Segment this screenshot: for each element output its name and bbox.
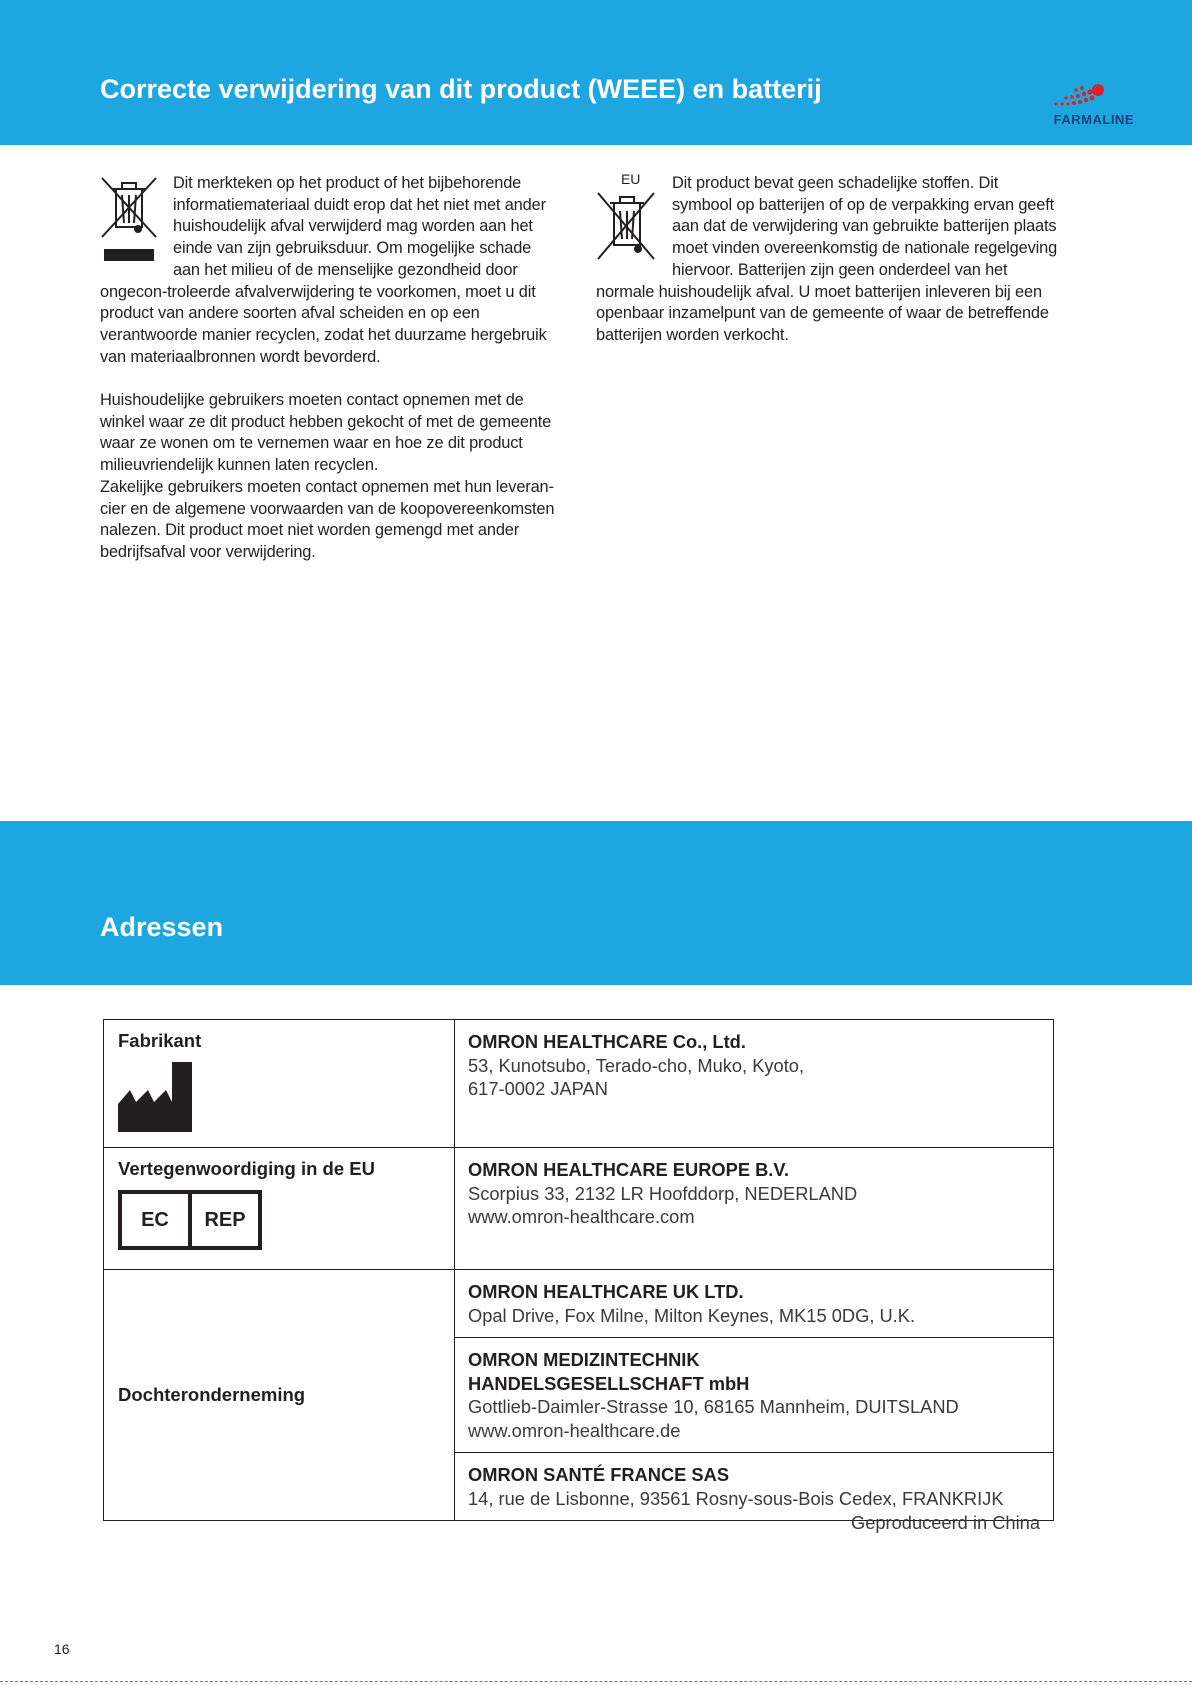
subsidiary-de xyxy=(455,1338,1054,1453)
page-title: Correcte verwijdering van dit product (WEEE) en batterij xyxy=(100,74,822,104)
subsidiary-fr xyxy=(455,1453,1054,1521)
addresses-title: Adressen xyxy=(100,912,224,942)
ec-rep-symbol xyxy=(118,1190,262,1250)
header-band xyxy=(0,0,1192,145)
crossed-bin-icon xyxy=(100,175,160,267)
manufacturer-company: OMRON HEALTHCARE Co., Ltd. xyxy=(468,1031,746,1052)
battery-bin-symbol xyxy=(596,169,660,261)
eu-rep-line1: Scorpius 33, 2132 LR Hoofddorp, NEDERLAND xyxy=(468,1182,858,1204)
addresses-band xyxy=(0,821,1192,985)
page-bottom-rule xyxy=(0,1681,1192,1682)
eu-rep-line2: www.omron-healthcare.com xyxy=(468,1206,695,1227)
subsidiary-uk-company: OMRON HEALTHCARE UK LTD. xyxy=(468,1281,744,1302)
subsidiary-de-company: OMRON MEDIZINTECHNIK xyxy=(468,1349,700,1370)
weee-paragraph-1: Dit merkteken op het product of het bijbehorende informatiemateriaal duidt erop dat het niet met ander huishoudelijk afval verwijderd mag worden aan het einde van zijn gebruiksduur. Om mogelijke schade aan het milieu of de menselijke gezondheid door ongecon-troleerde afvalverwijdering te voorkomen, moet u dit product van andere soorten afval scheiden en op een verantwoorde manier recyclen, zodat het duurzame hergebruik van materiaalbronnen wordt bevorderd. xyxy=(100,174,547,366)
logo-text: FARMALINE xyxy=(1053,112,1134,127)
manufacturer-line2: 617-0002 JAPAN xyxy=(468,1078,608,1099)
subsidiary-label: Dochteronderneming xyxy=(118,1384,306,1405)
logo-dots-icon xyxy=(1046,82,1134,110)
manufacturer-address xyxy=(455,1020,1054,1148)
subsidiary-cell xyxy=(104,1270,455,1521)
subsidiary-fr-line1: 14, rue de Lisbonne, 93561 Rosny-sous-Bois Cedex, FRANKRIJK xyxy=(468,1487,1004,1509)
battery-paragraph: Dit product bevat geen schadelijke stoffen. Dit symbool op batterijen of op de verpakking ervan geeft aan dat de verwijdering van gebruikte batterijen plaats moet vinden overeenkomstig de nationale regelgeving hiervoor. Batterijen zijn geen onderdeel van het normale huishoudelijk afval. U moet batterijen inleveren bij een openbaar inzamelpunt van de gemeente of waar de betreffende batterijen worden verkocht. xyxy=(596,174,1058,344)
factory-icon xyxy=(118,1062,192,1132)
weee-paragraph-2: Huishoudelijke gebruikers moeten contact opnemen met de winkel waar ze dit product hebben gekocht of met de gemeente waar ze wonen om te vernemen waar en hoe ze dit product milieuvriendelijk kunnen laten recyclen. xyxy=(100,391,552,475)
table-row xyxy=(104,1148,1054,1270)
subsidiary-fr-company: OMRON SANTÉ FRANCE SAS xyxy=(468,1464,730,1485)
subsidiary-de-line2: www.omron-healthcare.de xyxy=(468,1419,681,1441)
made-in-label: Geproduceerd in China xyxy=(850,1512,1040,1533)
manufacturer-cell xyxy=(104,1020,455,1148)
eu-rep-cell xyxy=(104,1148,455,1270)
page-number: 16 xyxy=(54,1641,70,1657)
farmaline-logo xyxy=(1046,82,1134,127)
manufacturer-line1: 53, Kunotsubo, Terado-cho, Muko, Kyoto, xyxy=(468,1054,805,1076)
weee-right-column xyxy=(596,173,1058,347)
subsidiary-uk xyxy=(455,1270,1054,1338)
weee-paragraph-3: Zakelijke gebruikers moeten contact opnemen met hun leveran-cier en de algemene voorwaarden van de koopovereenkomsten nalezen. Dit product moet niet worden gemengd met ander bedrijfsafval voor verwijdering. xyxy=(100,477,555,561)
ec-rep-left: EC xyxy=(141,1208,169,1231)
eu-rep-company: OMRON HEALTHCARE EUROPE B.V. xyxy=(468,1159,789,1180)
table-row xyxy=(104,1270,1054,1338)
subsidiary-uk-line1: Opal Drive, Fox Milne, Milton Keynes, MK15 0DG, U.K. xyxy=(468,1304,916,1326)
weee-left-column xyxy=(100,173,562,564)
subsidiary-de-line1: Gottlieb-Daimler-Strasse 10, 68165 Mannheim, DUITSLAND xyxy=(468,1396,959,1417)
addresses-table xyxy=(103,1019,1054,1521)
eu-rep-address xyxy=(455,1148,1054,1270)
manufacturer-label: Fabrikant xyxy=(118,1030,202,1051)
table-row xyxy=(104,1020,1054,1148)
eu-rep-label: Vertegenwoordiging in de EU xyxy=(118,1158,375,1179)
ec-rep-right: REP xyxy=(188,1194,258,1246)
eu-label: EU xyxy=(621,171,641,187)
subsidiary-de-company2: HANDELSGESELLSCHAFT mbH xyxy=(468,1372,750,1394)
